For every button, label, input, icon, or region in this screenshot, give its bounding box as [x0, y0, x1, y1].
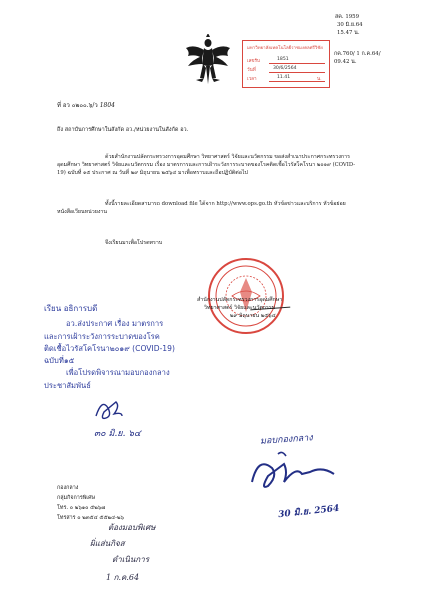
body-paragraph-2: ทั้งนี้รายละเอียดสามารถ download file ได้จาก http://www.ops.go.th หัวข้อข่าวและบริการ หัวข้อย่อย หนังสือเวียนหน่วยงาน	[57, 201, 346, 215]
signer-line2: วิทยาศาสตร์ วิจัยและนวัตกรรม	[204, 305, 276, 311]
bottom-hand-line4: 1 ก.ค.64	[106, 573, 140, 582]
received-time-unit: น.	[317, 77, 322, 82]
bottom-hand-line2: ผิ่แส่นกิจส	[90, 539, 125, 548]
closing-line: จึงเรียนมาเพื่อโปรดทราบ	[105, 240, 163, 246]
assign-date: 30 มิ.ย. 2564	[277, 503, 340, 521]
signer-line1: สำนักงานปลัดกระทรวงการอุดมศึกษา	[197, 297, 283, 303]
doc-number-prefix: ที่ อว ๐๒๐๐.๖/ว	[57, 102, 98, 109]
bottom-hand-line1: ต้องมอบพิเศษ	[108, 523, 156, 532]
footer-fax: โทรสาร ๐ ๒๓๕๔ ๕๕๒๔-๒๖	[57, 515, 124, 521]
received-no-label: เลขรับ	[247, 59, 260, 64]
received-time-label: เวลา	[247, 77, 257, 82]
footer-group: กลุ่มกิจการพิเศษ	[57, 495, 96, 501]
to-line: ถึง สถาบันการศึกษาในสังกัด อว./หน่วยงานในสังกัด อว.	[57, 127, 189, 133]
note-date: ๓๐ มิ.ย. ๖๔	[94, 429, 141, 439]
body-paragraph-1: ด้วยสำนักงานปลัดกระทรวงการอุดมศึกษา วิทยาศาสตร์ วิจัยและนวัตกรรม ขอส่งสำเนาประกาศกระทรวงการอุดมศึกษา วิทยาศาสตร์ วิจัยและนวัตกรรม เรื่อง มาตรการและการเฝ้าระวังการระบาดของโรคติดเชื้อไวรัสโคโรนา ๒๐๑๙ (COVID-19) ฉบับที่ ๑๕ ประกาศ ณ วันที่ ๒๙ มิถุนายน ๒๕๖๔ มาเพื่อทราบและถือปฏิบัติต่อไป	[57, 154, 355, 176]
side-note-line2: 09.42 น.	[334, 59, 357, 65]
bottom-hand-line3: ดำเนินการ	[112, 555, 149, 564]
note-line5: ฉบับที่๑๕	[44, 356, 75, 365]
footer-tel: โทร. ๐ ๒๖๑๐ ๕๒๖๗	[57, 505, 106, 511]
note-line3: และการเฝ้าระวังการระบาดของโรค	[44, 332, 160, 341]
received-stamp-title: มหาวิทยาลัยเทคโนโลยีราชมงคลศรีวิชัย	[247, 46, 323, 51]
corner-stamp-line1: สค. 1959	[335, 14, 360, 20]
note-line7: ประชาสัมพันธ์	[44, 381, 91, 390]
received-stamp	[242, 40, 330, 88]
received-no-value: 1851	[277, 57, 289, 62]
doc-number-handwritten: 1804	[99, 102, 115, 109]
note-line4: ติดเชื้อไวรัสโคโรนา๒๐๑๙ (COVID-19)	[44, 344, 175, 353]
assign-text: มอบกองกลาง	[259, 433, 314, 447]
received-time-value: 11.41	[277, 75, 291, 80]
corner-stamp-line3: 15.47 น.	[337, 30, 360, 36]
corner-stamp-line2: 30 มิ.ย.64	[337, 22, 363, 28]
received-date-value: 30/6/2564	[273, 66, 297, 71]
footer-dept: กองกลาง	[57, 485, 79, 491]
signer-date: ๒๙ มิถุนายน ๒๕๖๔	[230, 313, 276, 319]
garuda-emblem-icon	[184, 34, 232, 88]
blue-signature-icon	[92, 394, 126, 422]
note-line6: เพื่อโปรดพิจารณามอบกองกลาง	[66, 368, 170, 377]
note-line2: อว.ส่งประกาศ เรื่อง มาตรการ	[66, 319, 164, 328]
side-note-line1: กค.760/ 1 ก.ค.64/	[334, 51, 381, 57]
received-date-label: วันที่	[247, 68, 256, 73]
doc-number	[57, 100, 115, 110]
director-signature-icon	[238, 446, 342, 496]
note-line1: เรียน อธิการบดี	[44, 304, 98, 313]
